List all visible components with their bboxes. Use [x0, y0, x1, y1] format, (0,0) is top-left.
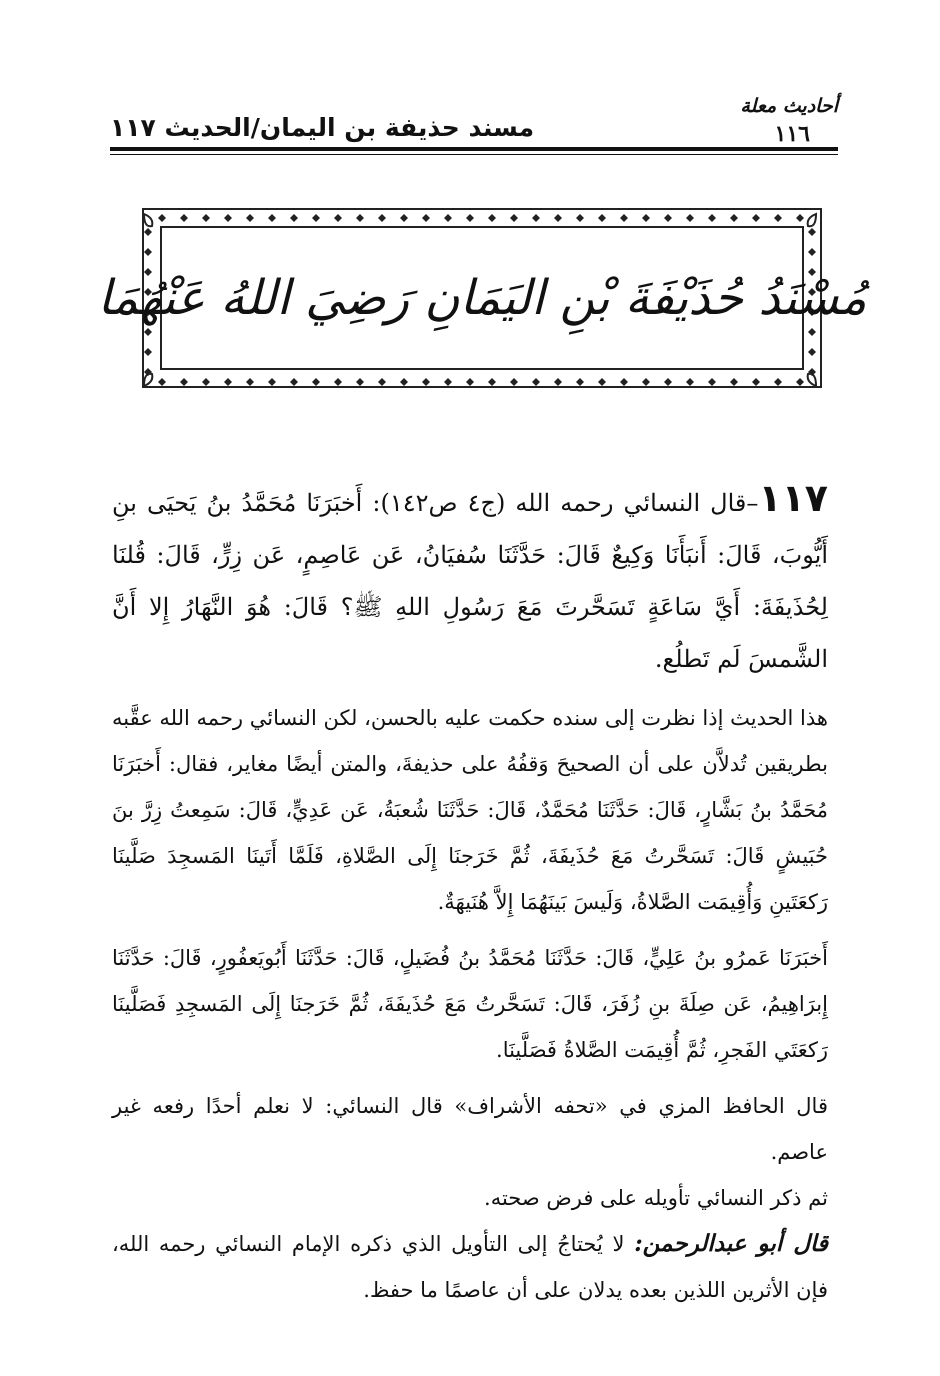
ornament-bead — [532, 214, 540, 222]
ornament-bead — [158, 214, 166, 222]
ornament-bead — [422, 214, 430, 222]
ornament-bead — [180, 214, 188, 222]
commentary-paragraph: قال الحافظ المزي في «تحفه الأشراف» قال النسائي: لا نعلم أحدًا رفعه غير عاصم. — [112, 1094, 828, 1164]
ornament-bead — [224, 378, 232, 386]
ornament-bead — [730, 378, 738, 386]
ornament-bead — [642, 214, 650, 222]
ornament-bead — [620, 378, 628, 386]
ornament-bead — [246, 378, 254, 386]
page-number: ١١٦ — [774, 121, 810, 147]
ornament-bead — [312, 214, 320, 222]
ornament-bead — [642, 378, 650, 386]
ornament-bead — [488, 214, 496, 222]
ornament-bead — [808, 328, 816, 336]
ornament-bead — [400, 214, 408, 222]
hadith-paragraph — [112, 472, 828, 685]
ornament-bead — [444, 378, 452, 386]
ornament-bead — [708, 214, 716, 222]
header-rule — [110, 147, 838, 151]
commentary-paragraph: ثم ذكر النسائي تأويله على فرض صحته. — [484, 1186, 828, 1210]
page-body — [112, 472, 828, 1313]
ornament-bead — [664, 378, 672, 386]
ornament-bead — [576, 378, 584, 386]
ornament-bead — [774, 378, 782, 386]
ornament-bead — [246, 214, 254, 222]
ornament-bead — [532, 378, 540, 386]
ornament-bead — [598, 214, 606, 222]
running-title: مسند حذيفة بن اليمان/الحديث ١١٧ — [110, 113, 535, 142]
ornament-bead — [510, 378, 518, 386]
ornament-bead — [598, 378, 606, 386]
ornament-bead — [488, 378, 496, 386]
ornament-bead — [752, 378, 760, 386]
ornament-bead — [686, 214, 694, 222]
ornament-bead — [378, 214, 386, 222]
ornament-bead — [378, 378, 386, 386]
ornament-bead — [808, 348, 816, 356]
ornament-bead — [268, 214, 276, 222]
section-title: مُسْنَدُ حُذَيْفَةَ بْنِ اليَمَانِ رَضِيَ اللهُ عَنْهُمَا — [97, 270, 867, 326]
ornament-bead — [554, 378, 562, 386]
ornament-bead — [400, 378, 408, 386]
ornament-bead — [144, 248, 152, 256]
ornament-bead — [268, 378, 276, 386]
ornament-bead — [290, 378, 298, 386]
ornament-bead — [686, 378, 694, 386]
ornament-bead — [808, 248, 816, 256]
ornament-bead — [664, 214, 672, 222]
section-title-box — [97, 226, 867, 370]
ornament-bead — [334, 214, 342, 222]
ornament-bead — [774, 214, 782, 222]
ornament-bead — [708, 378, 716, 386]
ornament-bead — [576, 214, 584, 222]
commentary-paragraph: هذا الحديث إذا نظرت إلى سنده حكمت عليه بالحسن، لكن النسائي رحمه الله عقَّبه بطريقين تُدلاَّن على أن الصحيحَ وَقفُهُ على حذيفةَ، والمتن أيضًا مغاير، فقال: أَخبَرَنَا مُحَمَّدُ بنُ بَشَّارٍ، قَالَ: حَدَّثَنَا مُحَمَّدٌ، قَالَ: حَدَّثَنَا شُعبَةُ، عَن عَدِيٍّ، قَالَ: سَمِعتُ زِرَّ بنَ حُبَيشٍ قَالَ: تَسَحَّرتُ مَعَ حُذَيفَةَ، ثُمَّ خَرَجنَا إِلَى الصَّلاةِ، فَلَمَّا أَتَينَا المَسجِدَ صَلَّينَا رَكعَتَينِ وَأُقِيمَت الصَّلاةُ، وَلَيسَ بَينَهُمَا إِلاَّ هُنَيهَةٌ. — [112, 706, 828, 914]
ornament-bead — [554, 214, 562, 222]
page-header — [110, 95, 838, 155]
ornament-bead — [444, 214, 452, 222]
section-title-frame — [97, 208, 867, 388]
ornament-bead — [224, 214, 232, 222]
ornament-bead — [312, 378, 320, 386]
ornament-bead — [466, 214, 474, 222]
ornament-bead — [158, 378, 166, 386]
closing-paragraph — [112, 1221, 828, 1313]
ornament-bead — [144, 328, 152, 336]
ornament-bead — [796, 214, 804, 222]
ornament-bead — [730, 214, 738, 222]
ornament-bead — [422, 378, 430, 386]
ornament-bead — [334, 378, 342, 386]
ornament-bead — [752, 214, 760, 222]
hadith-number: ١١٧ — [758, 476, 828, 520]
ornament-bead — [144, 348, 152, 356]
ornament-bead — [808, 228, 816, 236]
hadith-text: –قال النسائي رحمه الله (ج٤ ص١٤٢): أَخبَرَنَا مُحَمَّدُ بنُ يَحيَى بنِ أَيُّوبَ، قَالَ: أَنبَأَنَا وَكِيعٌ قَالَ: حَدَّثَنَا سُفيَانُ، عَن عَاصِمٍ، عَن زِرٍّ، قَالَ: قُلنَا لِحُذَيفَةَ: أَيَّ سَاعَةٍ تَسَحَّرتَ مَعَ رَسُولِ اللهِ ﷺ؟ قَالَ: هُوَ النَّهَارُ إِلا أَنَّ الشَّمسَ لَم تَطلُع. — [112, 489, 828, 673]
ornament-bead — [620, 214, 628, 222]
ornament-bead — [466, 378, 474, 386]
ornament-bead — [356, 214, 364, 222]
author-signature: قال أبو عبدالرحمن: — [634, 1230, 828, 1257]
ornament-bead — [202, 214, 210, 222]
book-title: أحاديث معلة — [740, 95, 838, 117]
ornament-bead — [144, 228, 152, 236]
ornament-bead — [510, 214, 518, 222]
ornament-bead — [180, 378, 188, 386]
ornament-bead — [356, 378, 364, 386]
closing-text: لا يُحتاجُ إلى التأويل الذي ذكره الإمام النسائي رحمه الله، فإن الأثرين اللذين بعده يدلان على أن عاصمًا ما حفظ. — [112, 1232, 828, 1302]
ornament-bead — [796, 378, 804, 386]
commentary-paragraph: أَخبَرَنَا عَمرُو بنُ عَلِيٍّ، قَالَ: حَدَّثَنَا مُحَمَّدُ بنُ فُضَيلٍ، قَالَ: حَدَّثَنَا أَبُويَعفُورٍ، قَالَ: حَدَّثَنَا إِبرَاهِيمُ، عَن صِلَةَ بنِ زُفَرَ، قَالَ: تَسَحَّرتُ مَعَ حُذَيفَةَ، ثُمَّ خَرَجنَا إِلَى المَسجِدِ فَصَلَّينَا رَكعَتَي الفَجرِ، ثُمَّ أُقِيمَت الصَّلاةُ فَصَلَّينَا. — [112, 946, 828, 1062]
header-rule-thin — [110, 154, 838, 155]
ornament-bead — [290, 214, 298, 222]
ornament-bead — [202, 378, 210, 386]
